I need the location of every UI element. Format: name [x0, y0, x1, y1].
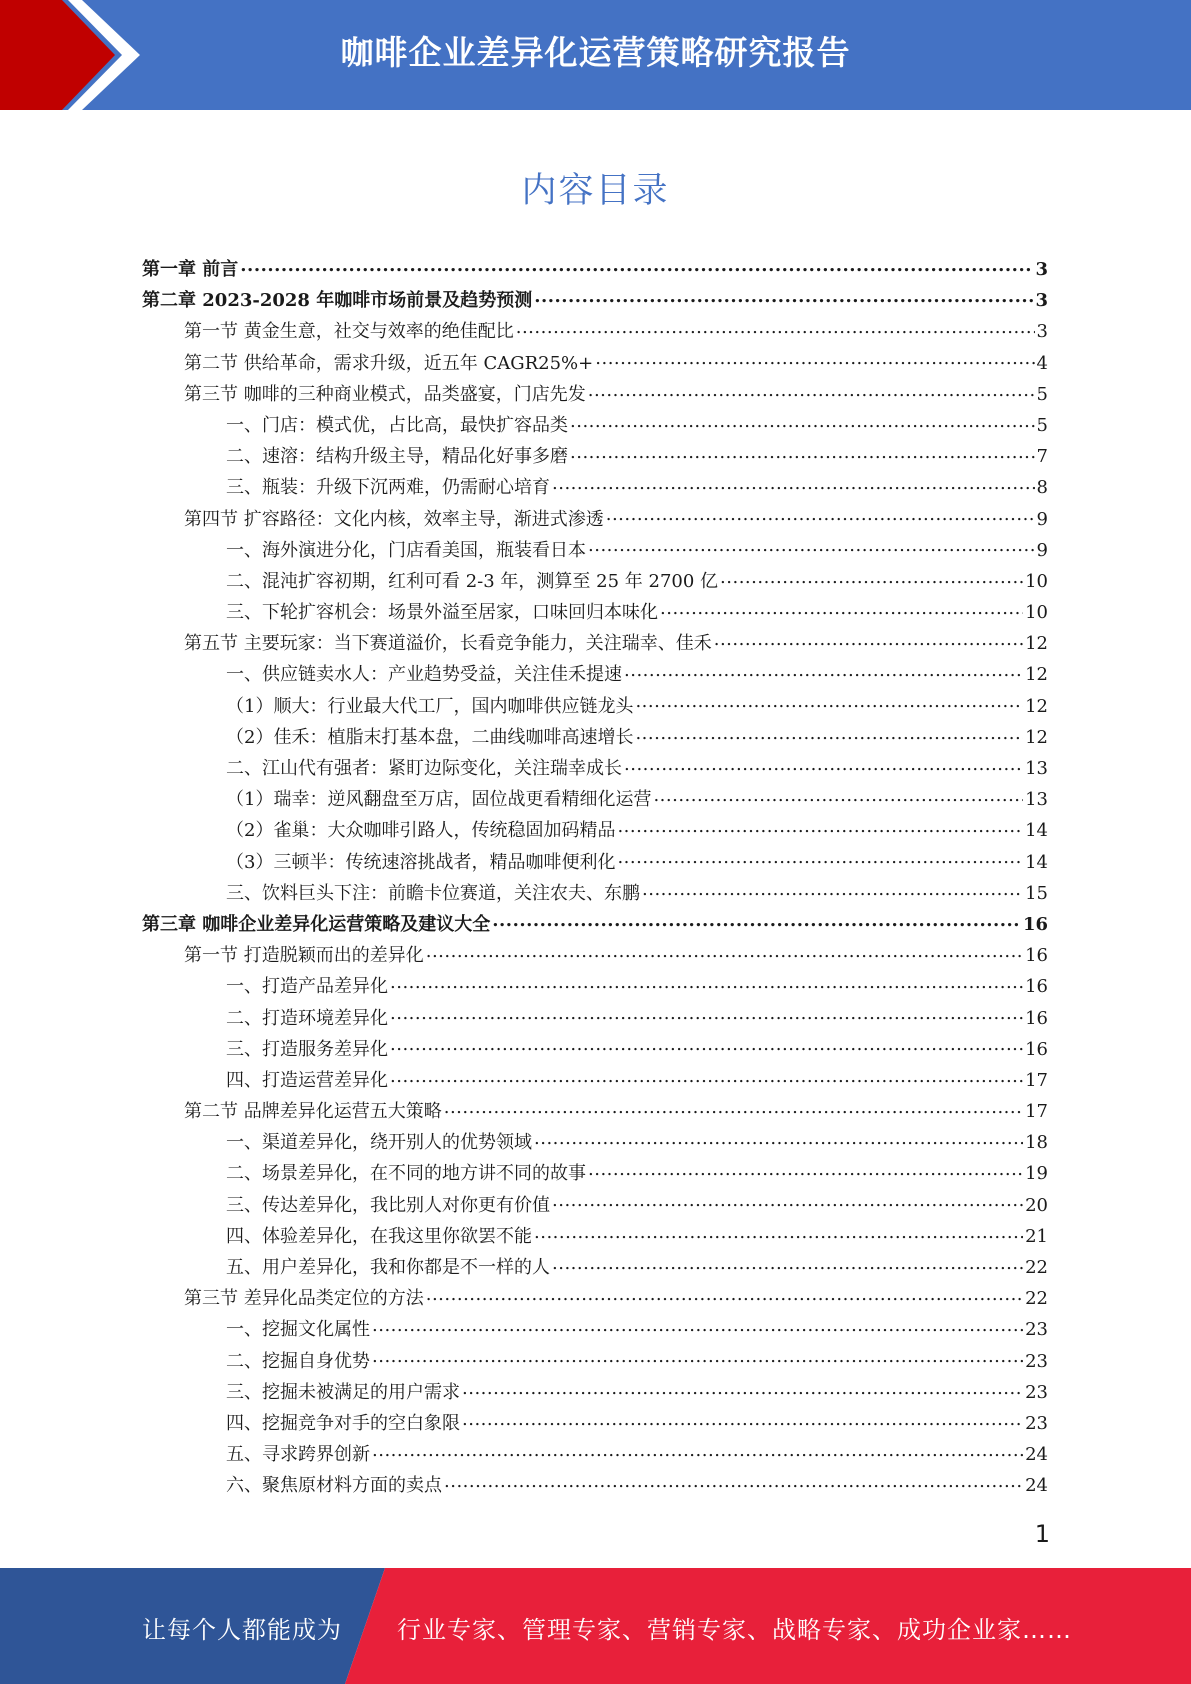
toc-entry-page: 24: [1025, 1475, 1048, 1497]
toc-entry[interactable]: [142, 472, 1048, 503]
toc-entry[interactable]: [142, 878, 1048, 909]
toc-dot-leader: [534, 1130, 1023, 1148]
toc-entry-title: 第一章 前言: [142, 259, 239, 280]
toc-entry-title: 一、挖掘文化属性: [226, 1319, 370, 1341]
toc-entry-title: （2）佳禾：植脂末打基本盘，二曲线咖啡高速增长: [226, 726, 634, 748]
toc-entry-title: （3）三顿半：传统速溶挑战者，精品咖啡便利化: [226, 851, 616, 873]
toc-dot-leader: [492, 912, 1021, 930]
toc-dot-leader: [372, 1442, 1023, 1460]
toc-entry-title: 二、速溶：结构升级主导，精品化好事多磨: [226, 446, 568, 468]
toc-entry-page: 14: [1025, 851, 1048, 873]
toc-entry[interactable]: [142, 1252, 1048, 1283]
report-title: 咖啡企业差异化运营策略研究报告: [340, 33, 851, 72]
toc-entry-page: 12: [1025, 726, 1048, 748]
toc-entry-title: 第二节 品牌差异化运营五大策略: [184, 1101, 442, 1123]
toc-entry-title: 第五节 主要玩家：当下赛道溢价，长看竞争能力，关注瑞幸、佳禾: [184, 633, 712, 655]
toc-entry[interactable]: [142, 566, 1048, 597]
toc-entry[interactable]: [142, 285, 1048, 316]
toc-entry-page: 16: [1025, 1038, 1048, 1060]
toc-entry-title: 三、打造服务差异化: [226, 1038, 388, 1060]
toc-entry-title: 一、海外演进分化，门店看美国，瓶装看日本: [226, 539, 586, 561]
toc-entry[interactable]: [142, 628, 1048, 659]
toc-entry-page: 5: [1036, 414, 1048, 436]
toc-dot-leader: [552, 1193, 1023, 1211]
toc-dot-leader: [390, 1068, 1023, 1086]
toc-entry-page: 7: [1036, 446, 1048, 468]
toc-entry[interactable]: [142, 316, 1048, 347]
toc-entry[interactable]: [142, 504, 1048, 535]
toc-entry[interactable]: [142, 815, 1048, 846]
toc-entry-title: 三、传达差异化，我比别人对你更有价值: [226, 1194, 550, 1216]
toc-entry-page: 16: [1025, 945, 1048, 967]
toc-entry-page: 22: [1025, 1257, 1048, 1278]
toc-entry-title: 四、挖掘竞争对手的空白象限: [226, 1412, 460, 1434]
toc-entry[interactable]: [142, 691, 1048, 722]
toc-entry[interactable]: [142, 1096, 1048, 1127]
toc-entry-page: 23: [1025, 1350, 1048, 1372]
toc-entry[interactable]: [142, 753, 1048, 784]
toc-entry[interactable]: [142, 1190, 1048, 1221]
toc-entry-page: 14: [1025, 820, 1048, 842]
table-of-contents: [142, 254, 1048, 1502]
toc-entry[interactable]: [142, 410, 1048, 441]
toc-entry[interactable]: [142, 535, 1048, 566]
toc-entry[interactable]: [142, 348, 1048, 379]
toc-dot-leader: [426, 943, 1023, 961]
toc-entry-page: 20: [1025, 1194, 1048, 1216]
toc-dot-leader: [462, 1380, 1023, 1398]
toc-dot-leader: [617, 850, 1023, 868]
toc-dot-leader: [570, 413, 1035, 431]
toc-heading: 内容目录: [521, 171, 670, 211]
toc-entry-title: 五、用户差异化，我和你都是不一样的人: [226, 1257, 550, 1278]
toc-entry-title: 四、体验差异化，在我这里你欲罢不能: [226, 1225, 532, 1247]
toc-entry-title: 第三节 咖啡的三种商业模式，品类盛宴，门店先发: [184, 383, 586, 405]
toc-dot-leader: [390, 974, 1023, 992]
toc-entry-title: 二、打造环境差异化: [226, 1007, 388, 1029]
toc-entry-page: 17: [1025, 1101, 1048, 1123]
toc-entry[interactable]: [142, 441, 1048, 472]
toc-dot-leader: [552, 475, 1035, 493]
toc-entry-title: 第四节 扩容路径：文化内核，效率主导，渐进式渗透: [184, 508, 604, 530]
toc-entry-title: 一、门店：模式优，占比高，最快扩容品类: [226, 414, 568, 436]
toc-entry[interactable]: [142, 1377, 1048, 1408]
toc-entry-title: 第一节 打造脱颖而出的差异化: [184, 945, 424, 967]
toc-entry[interactable]: [142, 1003, 1048, 1034]
toc-entry[interactable]: [142, 1439, 1048, 1470]
toc-dot-leader: [444, 1473, 1023, 1491]
toc-dot-leader: [635, 694, 1023, 712]
toc-entry-title: 一、渠道差异化，绕开别人的优势领域: [226, 1132, 532, 1154]
toc-entry[interactable]: [142, 1314, 1048, 1345]
toc-entry[interactable]: [142, 659, 1048, 690]
toc-entry-title: 二、场景差异化，在不同的地方讲不同的故事: [226, 1163, 586, 1185]
toc-entry-page: 3: [1035, 290, 1048, 312]
toc-dot-leader: [516, 319, 1035, 337]
toc-entry-title: 第三节 差异化品类定位的方法: [184, 1288, 424, 1310]
toc-entry[interactable]: [142, 1470, 1048, 1501]
toc-entry-title: 二、江山代有强者：紧盯边际变化，关注瑞幸成长: [226, 758, 622, 779]
toc-entry-title: （2）雀巢：大众咖啡引路人，传统稳固加码精品: [226, 820, 616, 842]
toc-entry[interactable]: [142, 1283, 1048, 1314]
toc-entry-page: 12: [1025, 633, 1048, 655]
toc-dot-leader: [372, 1317, 1023, 1335]
toc-dot-leader: [588, 382, 1035, 400]
toc-entry[interactable]: [142, 1158, 1048, 1189]
toc-entry-page: 24: [1025, 1444, 1048, 1466]
toc-entry[interactable]: [142, 1408, 1048, 1439]
toc-entry[interactable]: [142, 597, 1048, 628]
toc-entry-page: 8: [1036, 477, 1048, 499]
toc-entry-title: 一、打造产品差异化: [226, 976, 388, 998]
toc-dot-leader: [372, 1349, 1023, 1367]
toc-entry-title: 三、饮料巨头下注：前瞻卡位赛道，关注农夫、东鹏: [226, 882, 640, 904]
toc-entry[interactable]: [142, 847, 1048, 878]
toc-dot-leader: [624, 756, 1023, 774]
toc-entry-title: 第三章 咖啡企业差异化运营策略及建议大全: [142, 913, 491, 935]
toc-entry-page: 10: [1025, 570, 1048, 592]
toc-dot-leader: [642, 881, 1023, 899]
toc-dot-leader: [240, 257, 1033, 275]
toc-dot-leader: [653, 787, 1023, 805]
toc-dot-leader: [660, 600, 1023, 618]
toc-entry-page: 16: [1022, 913, 1048, 935]
toc-dot-leader: [534, 1224, 1023, 1242]
toc-dot-leader: [595, 351, 1034, 369]
toc-dot-leader: [534, 288, 1033, 306]
toc-entry-page: 13: [1025, 758, 1048, 779]
toc-entry[interactable]: [142, 1346, 1048, 1377]
toc-entry-title: 三、下轮扩容机会：场景外溢至居家，口味回归本味化: [226, 602, 658, 624]
toc-entry[interactable]: [142, 971, 1048, 1002]
toc-entry[interactable]: [142, 940, 1048, 971]
toc-entry-title: （1）瑞幸：逆风翻盘至万店，固位战更看精细化运营: [226, 789, 652, 811]
toc-entry-page: 3: [1036, 321, 1048, 343]
toc-entry-page: 10: [1025, 602, 1048, 624]
toc-dot-leader: [552, 1255, 1023, 1273]
toc-entry-page: 17: [1025, 1069, 1048, 1091]
toc-entry[interactable]: [142, 1065, 1048, 1096]
toc-entry[interactable]: [142, 722, 1048, 753]
toc-dot-leader: [390, 1037, 1023, 1055]
toc-entry-page: 19: [1025, 1163, 1048, 1185]
toc-entry-page: 12: [1025, 695, 1048, 717]
toc-dot-leader: [635, 725, 1023, 743]
toc-entry-page: 9: [1036, 539, 1048, 561]
toc-entry-page: 16: [1025, 1007, 1048, 1029]
toc-dot-leader: [390, 1006, 1023, 1024]
page-number: 1: [1034, 1520, 1050, 1548]
toc-entry-page: 23: [1025, 1412, 1048, 1434]
toc-entry[interactable]: [142, 254, 1048, 285]
toc-entry-page: 16: [1025, 976, 1048, 998]
toc-dot-leader: [606, 507, 1035, 525]
toc-dot-leader: [588, 538, 1035, 556]
toc-entry[interactable]: [142, 1034, 1048, 1065]
toc-entry[interactable]: [142, 1221, 1048, 1252]
toc-entry-title: 第二章 2023-2028 年咖啡市场前景及趋势预测: [142, 290, 533, 312]
toc-entry-page: 13: [1025, 789, 1048, 811]
toc-entry-title: 三、挖掘未被满足的用户需求: [226, 1381, 460, 1403]
toc-entry-page: 22: [1025, 1288, 1048, 1310]
toc-entry-page: 3: [1035, 259, 1048, 280]
toc-dot-leader: [462, 1411, 1023, 1429]
toc-entry-page: 23: [1025, 1319, 1048, 1341]
toc-entry-page: 9: [1036, 508, 1048, 530]
toc-entry-title: 第二节 供给革命，需求升级，近五年 CAGR25%+: [184, 352, 594, 374]
toc-dot-leader: [720, 569, 1023, 587]
footer-slogan-right: 行业专家、管理专家、营销专家、战略专家、成功企业家……: [397, 1616, 1072, 1644]
toc-dot-leader: [624, 662, 1023, 680]
toc-entry-title: 二、挖掘自身优势: [226, 1350, 370, 1372]
toc-entry-title: 四、打造运营差异化: [226, 1069, 388, 1091]
toc-entry[interactable]: [142, 784, 1048, 815]
toc-entry-page: 15: [1025, 882, 1048, 904]
toc-entry-page: 12: [1025, 664, 1048, 686]
toc-entry-title: 一、供应链卖水人：产业趋势受益，关注佳禾提速: [226, 664, 622, 686]
toc-entry-page: 18: [1025, 1132, 1048, 1154]
toc-entry-page: 23: [1025, 1381, 1048, 1403]
toc-entry-page: 4: [1036, 352, 1048, 374]
header-banner: [0, 0, 1191, 110]
toc-entry-title: 第一节 黄金生意，社交与效率的绝佳配比: [184, 321, 514, 343]
toc-entry-title: 六、聚焦原材料方面的卖点: [226, 1475, 442, 1497]
toc-entry-page: 21: [1025, 1225, 1048, 1247]
toc-dot-leader: [426, 1286, 1023, 1304]
toc-dot-leader: [714, 631, 1023, 649]
footer-slogan-left: 让每个人都能成为: [142, 1616, 342, 1644]
toc-entry[interactable]: [142, 1127, 1048, 1158]
toc-entry-title: 二、混沌扩容初期，红利可看 2-3 年，测算至 25 年 2700 亿: [226, 570, 719, 592]
toc-dot-leader: [570, 444, 1035, 462]
toc-dot-leader: [588, 1161, 1023, 1179]
toc-entry[interactable]: [142, 909, 1048, 940]
toc-entry-title: 三、瓶装：升级下沉两难，仍需耐心培育: [226, 477, 550, 499]
toc-entry-title: （1）顺大：行业最大代工厂，国内咖啡供应链龙头: [226, 695, 634, 717]
toc-entry-title: 五、寻求跨界创新: [226, 1444, 370, 1466]
toc-dot-leader: [617, 818, 1023, 836]
toc-entry-page: 5: [1036, 383, 1048, 405]
toc-dot-leader: [444, 1099, 1023, 1117]
toc-entry[interactable]: [142, 379, 1048, 410]
